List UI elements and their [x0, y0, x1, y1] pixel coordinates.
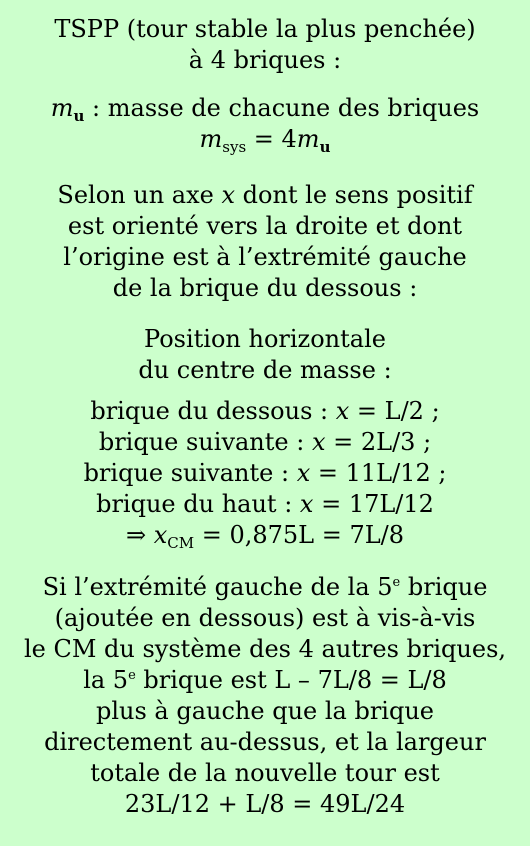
brick-value: = L/2 ; [349, 397, 440, 425]
brick-value: = 11L/12 ; [310, 459, 447, 487]
mu-description: : masse de chacune des briques [84, 94, 480, 122]
axis-line-1 [0, 180, 530, 211]
brick-line [0, 396, 530, 427]
title-block [0, 14, 530, 76]
cm-subscript: CM [167, 534, 195, 552]
conclusion-line-2: (ajoutée en dessous) est à vis-à-vis [54, 604, 476, 632]
cm-variable: x [153, 521, 168, 549]
brick-value: = 2L/3 ; [325, 428, 432, 456]
implies-arrow: ⇒ [125, 521, 154, 549]
axis-line-2: est orienté vers la droite et dont [67, 212, 463, 240]
cm-result [0, 520, 530, 551]
conclusion-line-3: le CM du système des 4 autres briques, [23, 635, 507, 663]
conclusion-line-4 [0, 665, 530, 696]
conclusion-line-1-b: brique [400, 573, 488, 601]
conclusion-line-4-a: la 5 [83, 666, 129, 694]
msys-symbol: m [199, 125, 223, 153]
brick-variable: x [299, 490, 314, 518]
msys-rhs-subscript: u [319, 138, 331, 156]
brick-label: brique du dessous : [90, 397, 336, 425]
mu-subscript: u [73, 107, 85, 125]
ordinal-superscript: e [128, 668, 136, 683]
conclusion-line-4-b: brique est L – 7L/8 = L/8 [135, 666, 447, 694]
axis-block [0, 180, 530, 304]
axis-line-3: l’origine est à l’extrémité gauche [63, 243, 467, 271]
conclusion-line-7: totale de la nouvelle tour est [90, 759, 440, 787]
position-block [0, 324, 530, 386]
msys-subscript: sys [222, 138, 247, 156]
brick-label: brique suivante : [83, 459, 297, 487]
axis-line-1-a: Selon un axe [57, 181, 222, 209]
ordinal-superscript: e [392, 575, 401, 590]
msys-rhs-symbol: m [296, 125, 320, 153]
conclusion-line-6: directement au-dessus, et la largeur [44, 728, 486, 756]
conclusion-block [0, 572, 530, 820]
brick-line [0, 489, 530, 520]
conclusion-line-5: plus à gauche que la brique [95, 697, 435, 725]
masses-block [0, 93, 530, 155]
conclusion-line-1 [0, 572, 530, 603]
conclusion-line-1-a: Si l’extrémité gauche de la 5 [42, 573, 393, 601]
conclusion-line-8: 23L/12 + L/8 = 49L/24 [124, 790, 406, 818]
msys-equals: = 4 [246, 125, 297, 153]
axis-line-4: de la brique du dessous : [112, 274, 418, 302]
axis-line-1-b: dont le sens positif [235, 181, 473, 209]
msys-definition [0, 124, 530, 155]
title-line-2: à 4 briques : [188, 46, 342, 74]
brick-label: brique du haut : [96, 490, 300, 518]
brick-variable: x [311, 428, 326, 456]
title-line-1: TSPP (tour stable la plus penchée) [54, 15, 476, 43]
brick-line [0, 427, 530, 458]
bricks-block [0, 396, 530, 551]
mu-symbol: m [50, 94, 74, 122]
position-line-2: du centre de masse : [138, 356, 392, 384]
position-line-1: Position horizontale [144, 325, 386, 353]
brick-variable: x [296, 459, 311, 487]
mu-definition [0, 93, 530, 124]
brick-line [0, 458, 530, 489]
brick-variable: x [335, 397, 350, 425]
brick-label: brique suivante : [98, 428, 312, 456]
brick-value: = 17L/12 [313, 490, 434, 518]
axis-variable: x [221, 181, 235, 209]
cm-value: = 0,875L = 7L/8 [194, 521, 405, 549]
